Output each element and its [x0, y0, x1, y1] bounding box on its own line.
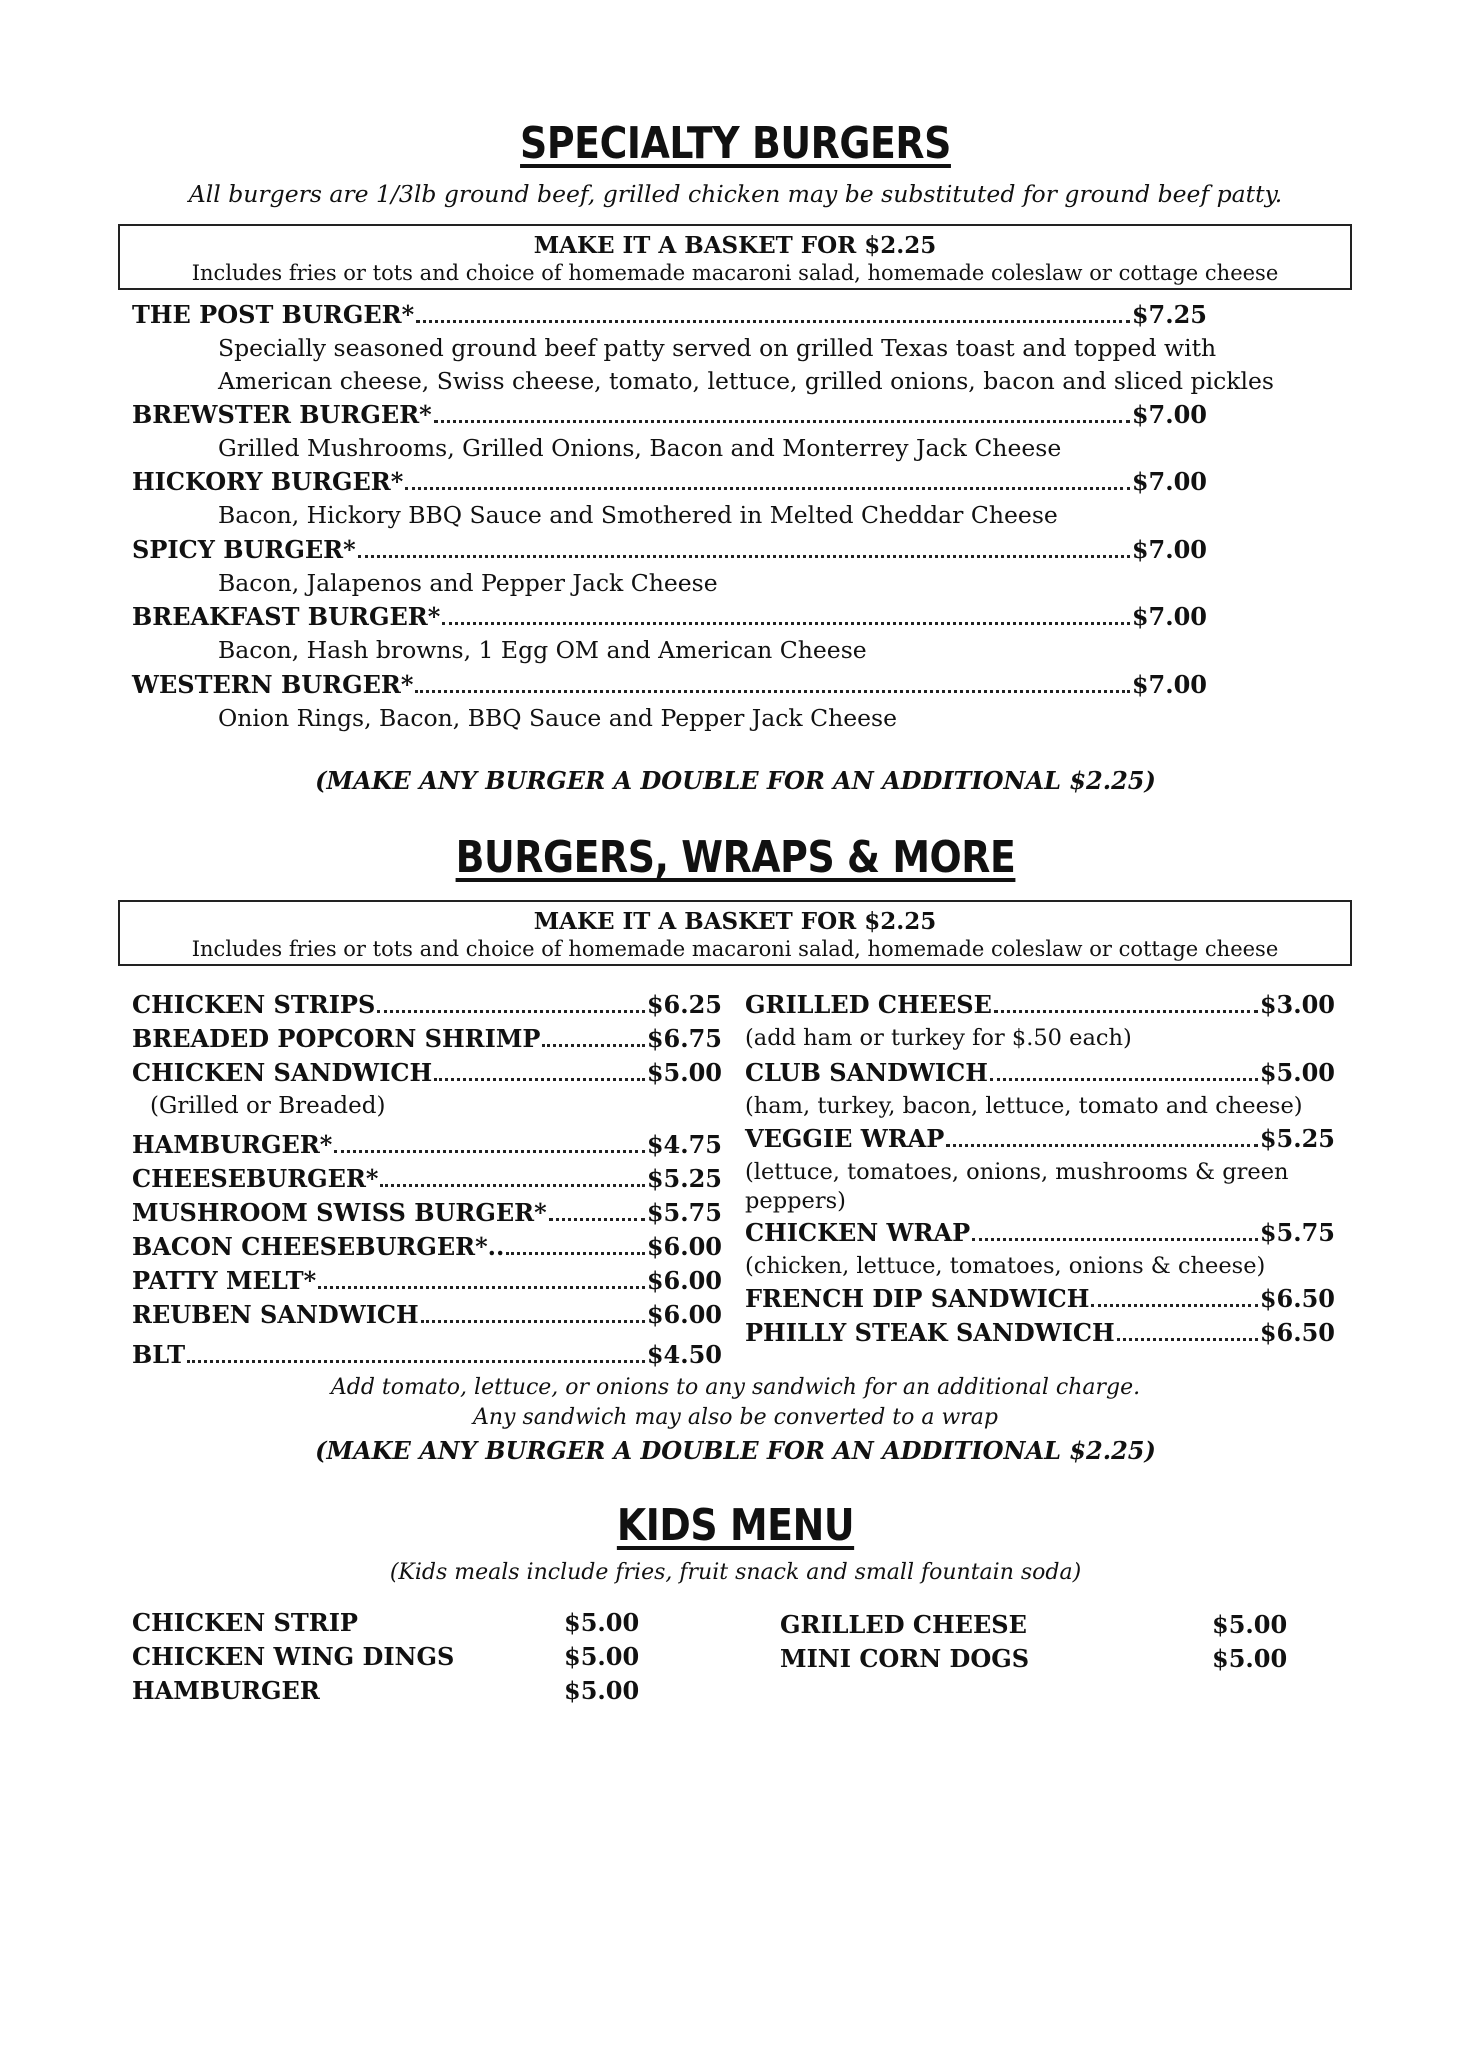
- menu-item: [132, 467, 1207, 496]
- item-price: $7.25: [1131, 300, 1207, 329]
- item-name: BLT: [132, 1340, 186, 1369]
- dot-leader: [405, 487, 1130, 490]
- item-note: peppers): [745, 1188, 846, 1214]
- burgers-basket-box: [118, 900, 1352, 966]
- dot-leader: [358, 555, 1130, 558]
- dot-leader: [377, 1010, 645, 1013]
- menu-item: [132, 1164, 722, 1193]
- kids-title: KIDS MENU: [616, 1500, 855, 1551]
- item-price: $6.50: [1259, 1284, 1335, 1313]
- item-name: PHILLY STEAK SANDWICH: [745, 1318, 1115, 1347]
- item-price: $6.50: [1259, 1318, 1335, 1347]
- menu-item: [132, 1266, 722, 1295]
- item-price: $5.75: [646, 1198, 722, 1227]
- dot-leader: [416, 320, 1130, 323]
- dot-leader: [415, 690, 1129, 693]
- dot-leader: [1117, 1338, 1258, 1341]
- item-price: $7.00: [1131, 467, 1207, 496]
- kids-item-name: HAMBURGER: [132, 1676, 320, 1705]
- item-price: $5.00: [646, 1058, 722, 1087]
- menu-item: [132, 400, 1207, 429]
- item-price: $6.25: [646, 990, 722, 1019]
- menu-item: [745, 1284, 1335, 1313]
- dot-leader: [990, 1078, 1258, 1081]
- specialty-basket-box: [118, 224, 1352, 290]
- item-price: $6.00: [646, 1232, 722, 1261]
- item-name: PATTY MELT*: [132, 1266, 317, 1295]
- item-price: $5.75: [1259, 1218, 1335, 1247]
- item-name: CLUB SANDWICH: [745, 1058, 988, 1087]
- item-name: THE POST BURGER*: [132, 300, 415, 329]
- item-name: BREAKFAST BURGER*: [132, 602, 441, 631]
- item-price: $7.00: [1131, 602, 1207, 631]
- dot-leader: [187, 1360, 645, 1363]
- dot-leader: [434, 1078, 645, 1081]
- item-note: (add ham or turkey for $.50 each): [745, 1025, 1132, 1051]
- item-note: (Grilled or Breaded): [150, 1093, 386, 1119]
- item-name: REUBEN SANDWICH: [132, 1300, 419, 1329]
- dot-leader: [946, 1144, 1257, 1147]
- menu-item: [132, 1130, 722, 1159]
- menu-item: [745, 990, 1335, 1019]
- sandwich-note: Add tomato, lettuce, or onions to any sandwich for an additional charge.: [330, 1375, 1141, 1400]
- item-name: BREWSTER BURGER*: [132, 400, 432, 429]
- menu-item: [745, 1218, 1335, 1247]
- kids-item-price: $5.00: [1212, 1610, 1288, 1639]
- item-note: (lettuce, tomatoes, onions, mushrooms & green: [745, 1159, 1289, 1185]
- dot-leader: [434, 420, 1130, 423]
- item-description: Specially seasoned ground beef patty served on grilled Texas toast and topped with: [218, 334, 1217, 362]
- dot-leader: [318, 1286, 645, 1289]
- basket-description: Includes fries or tots and choice of homemade macaroni salad, homemade coleslaw or cottage cheese: [191, 261, 1279, 285]
- item-name: GRILLED CHEESE: [745, 990, 992, 1019]
- item-price: $7.00: [1131, 670, 1207, 699]
- menu-item: [745, 1124, 1335, 1153]
- item-name: CHICKEN WRAP: [745, 1218, 971, 1247]
- kids-item-price: $5.00: [564, 1608, 640, 1637]
- menu-item: [745, 1318, 1335, 1347]
- dot-leader: [549, 1218, 645, 1221]
- specialty-subtitle: All burgers are 1/3lb ground beef, grilled chicken may be substituted for ground beef patty.: [188, 180, 1283, 208]
- item-note: (chicken, lettuce, tomatoes, onions & cheese): [745, 1253, 1266, 1279]
- basket-title: MAKE IT A BASKET FOR $2.25: [533, 232, 937, 259]
- burgers-wraps-title: BURGERS, WRAPS & MORE: [455, 832, 1016, 883]
- double-note: (MAKE ANY BURGER A DOUBLE FOR AN ADDITIONAL $2.25): [315, 766, 1156, 795]
- item-name: CHICKEN STRIPS: [132, 990, 376, 1019]
- item-price: $7.00: [1131, 400, 1207, 429]
- menu-item: [745, 1058, 1335, 1087]
- kids-item-name: GRILLED CHEESE: [780, 1610, 1027, 1639]
- wrap-note: Any sandwich may also be converted to a wrap: [472, 1405, 999, 1430]
- dot-leader: [506, 1252, 644, 1255]
- menu-item: [132, 1024, 722, 1053]
- item-price: $3.00: [1259, 990, 1335, 1019]
- kids-item-price: $5.00: [1212, 1644, 1288, 1673]
- item-name: BREADED POPCORN SHRIMP: [132, 1024, 541, 1053]
- item-description: Bacon, Hash browns, 1 Egg OM and American Cheese: [218, 636, 867, 664]
- item-description: Grilled Mushrooms, Grilled Onions, Bacon and Monterrey Jack Cheese: [218, 434, 1062, 462]
- item-name: VEGGIE WRAP: [745, 1124, 945, 1153]
- menu-item: [132, 990, 722, 1019]
- dot-leader: [421, 1320, 645, 1323]
- item-name: WESTERN BURGER*: [132, 670, 414, 699]
- kids-item-name: CHICKEN WING DINGS: [132, 1642, 455, 1671]
- item-price: $5.25: [646, 1164, 722, 1193]
- kids-item-price: $5.00: [564, 1676, 640, 1705]
- item-price: $4.50: [646, 1340, 722, 1369]
- item-name: MUSHROOM SWISS BURGER*: [132, 1198, 547, 1227]
- dot-leader: [972, 1238, 1258, 1241]
- menu-item: [132, 670, 1207, 699]
- dot-leader: [1091, 1304, 1257, 1307]
- kids-item-name: MINI CORN DOGS: [780, 1644, 1030, 1673]
- basket-description: Includes fries or tots and choice of homemade macaroni salad, homemade coleslaw or cottage cheese: [191, 937, 1279, 961]
- item-price: $5.00: [1259, 1058, 1335, 1087]
- menu-item: [132, 1058, 722, 1087]
- item-price: $5.25: [1259, 1124, 1335, 1153]
- dot-leader: [380, 1184, 644, 1187]
- dot-leader: [542, 1044, 644, 1047]
- item-note: (ham, turkey, bacon, lettuce, tomato and cheese): [745, 1093, 1303, 1119]
- kids-item-price: $5.00: [564, 1642, 640, 1671]
- item-name: FRENCH DIP SANDWICH: [745, 1284, 1090, 1313]
- basket-title: MAKE IT A BASKET FOR $2.25: [533, 908, 937, 935]
- menu-item: [132, 602, 1207, 631]
- menu-item: [132, 300, 1207, 329]
- kids-item-name: CHICKEN STRIP: [132, 1608, 358, 1637]
- specialty-title: SPECIALTY BURGERS: [520, 118, 951, 169]
- menu-item: [132, 1198, 722, 1227]
- item-price: $4.75: [646, 1130, 722, 1159]
- menu-item: [132, 535, 1207, 564]
- menu-item: [132, 1232, 722, 1261]
- item-name: HICKORY BURGER*: [132, 467, 404, 496]
- item-name: CHEESEBURGER*: [132, 1164, 379, 1193]
- item-description: Bacon, Hickory BBQ Sauce and Smothered in Melted Cheddar Cheese: [218, 501, 1058, 529]
- item-description: Bacon, Jalapenos and Pepper Jack Cheese: [218, 569, 718, 597]
- kids-subtitle: (Kids meals include fries, fruit snack and small fountain soda): [389, 1560, 1082, 1585]
- item-name: HAMBURGER*: [132, 1130, 333, 1159]
- menu-item: [132, 1300, 722, 1329]
- dot-leader: [334, 1150, 645, 1153]
- dot-leader: [994, 1010, 1258, 1013]
- item-description: American cheese, Swiss cheese, tomato, lettuce, grilled onions, bacon and sliced pickles: [218, 367, 1274, 395]
- item-name: BACON CHEESEBURGER*..: [132, 1232, 505, 1261]
- item-price: $6.00: [646, 1266, 722, 1295]
- item-price: $6.00: [646, 1300, 722, 1329]
- item-name: SPICY BURGER*: [132, 535, 356, 564]
- dot-leader: [442, 622, 1130, 625]
- item-price: $6.75: [646, 1024, 722, 1053]
- double-note: (MAKE ANY BURGER A DOUBLE FOR AN ADDITIONAL $2.25): [315, 1436, 1156, 1465]
- item-description: Onion Rings, Bacon, BBQ Sauce and Pepper Jack Cheese: [218, 704, 897, 732]
- item-price: $7.00: [1131, 535, 1207, 564]
- item-name: CHICKEN SANDWICH: [132, 1058, 433, 1087]
- menu-item: [132, 1340, 722, 1369]
